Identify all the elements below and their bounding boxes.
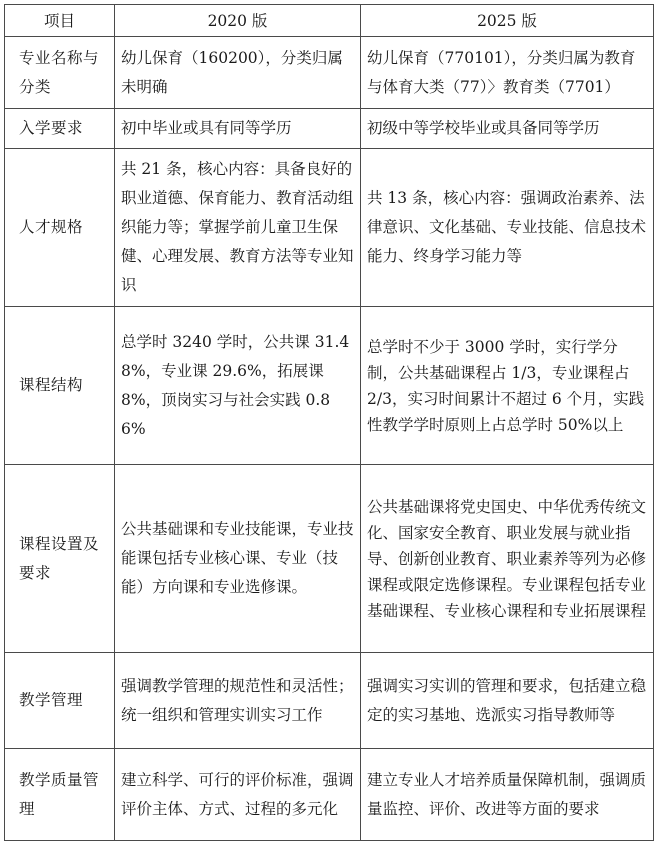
header-2025: 2025 版: [361, 5, 654, 37]
cell-2025: 共 13 条，核心内容：强调政治素养、法律意识、文化基础、专业技能、信息技术能力、终身学习能力等: [361, 149, 654, 307]
table-header-row: [5, 5, 654, 37]
cell-2020: 总学时 3240 学时，公共课 31.48%，专业课 29.6%，拓展课 8%，顶岗实习与社会实践 0.86%: [115, 307, 361, 465]
row-label: 课程设置及要求: [5, 465, 115, 653]
row-label: 人才规格: [5, 149, 115, 307]
table-row: [5, 149, 654, 307]
row-label: 教学质量管理: [5, 749, 115, 841]
cell-2025: 建立专业人才培养质量保障机制，强调质量监控、评价、改进等方面的要求: [361, 749, 654, 841]
table-row: [5, 109, 654, 149]
header-2020: 2020 版: [115, 5, 361, 37]
comparison-table: [4, 4, 654, 841]
row-label: 课程结构: [5, 307, 115, 465]
cell-2025: 总学时不少于 3000 学时，实行学分制，公共基础课程占 1/3，专业课程占 2/3，实习时间累计不超过 6 个月，实践性教学学时原则上占总学时 50%以上: [361, 307, 654, 465]
cell-2020: 公共基础课和专业技能课，专业技能课包括专业核心课、专业（技能）方向课和专业选修课。: [115, 465, 361, 653]
cell-2020: 共 21 条，核心内容：具备良好的职业道德、保育能力、教育活动组织能力等；掌握学前儿童卫生保健、心理发展、教育方法等专业知识: [115, 149, 361, 307]
table-row: [5, 653, 654, 749]
cell-2025: 公共基础课将党史国史、中华优秀传统文化、国家安全教育、职业发展与就业指导、创新创业教育、职业素养等列为必修课程或限定选修课程。专业课程包括专业基础课程、专业核心课程和专业拓展课程: [361, 465, 654, 653]
row-label: 教学管理: [5, 653, 115, 749]
table-row: [5, 749, 654, 841]
cell-2025: 幼儿保育（770101），分类归属为教育与体育大类（77）〉教育类（7701）: [361, 37, 654, 109]
cell-2020: 强调教学管理的规范性和灵活性；统一组织和管理实训实习工作: [115, 653, 361, 749]
cell-2020: 幼儿保育（160200），分类归属未明确: [115, 37, 361, 109]
table-row: [5, 37, 654, 109]
header-item: 项目: [5, 5, 115, 37]
cell-2020: 建立科学、可行的评价标准，强调评价主体、方式、过程的多元化: [115, 749, 361, 841]
row-label: 入学要求: [5, 109, 115, 149]
cell-2025: 初级中等学校毕业或具备同等学历: [361, 109, 654, 149]
cell-2020: 初中毕业或具有同等学历: [115, 109, 361, 149]
cell-2025: 强调实习实训的管理和要求，包括建立稳定的实习基地、选派实习指导教师等: [361, 653, 654, 749]
row-label: 专业名称与分类: [5, 37, 115, 109]
table-row: [5, 465, 654, 653]
table-row: [5, 307, 654, 465]
